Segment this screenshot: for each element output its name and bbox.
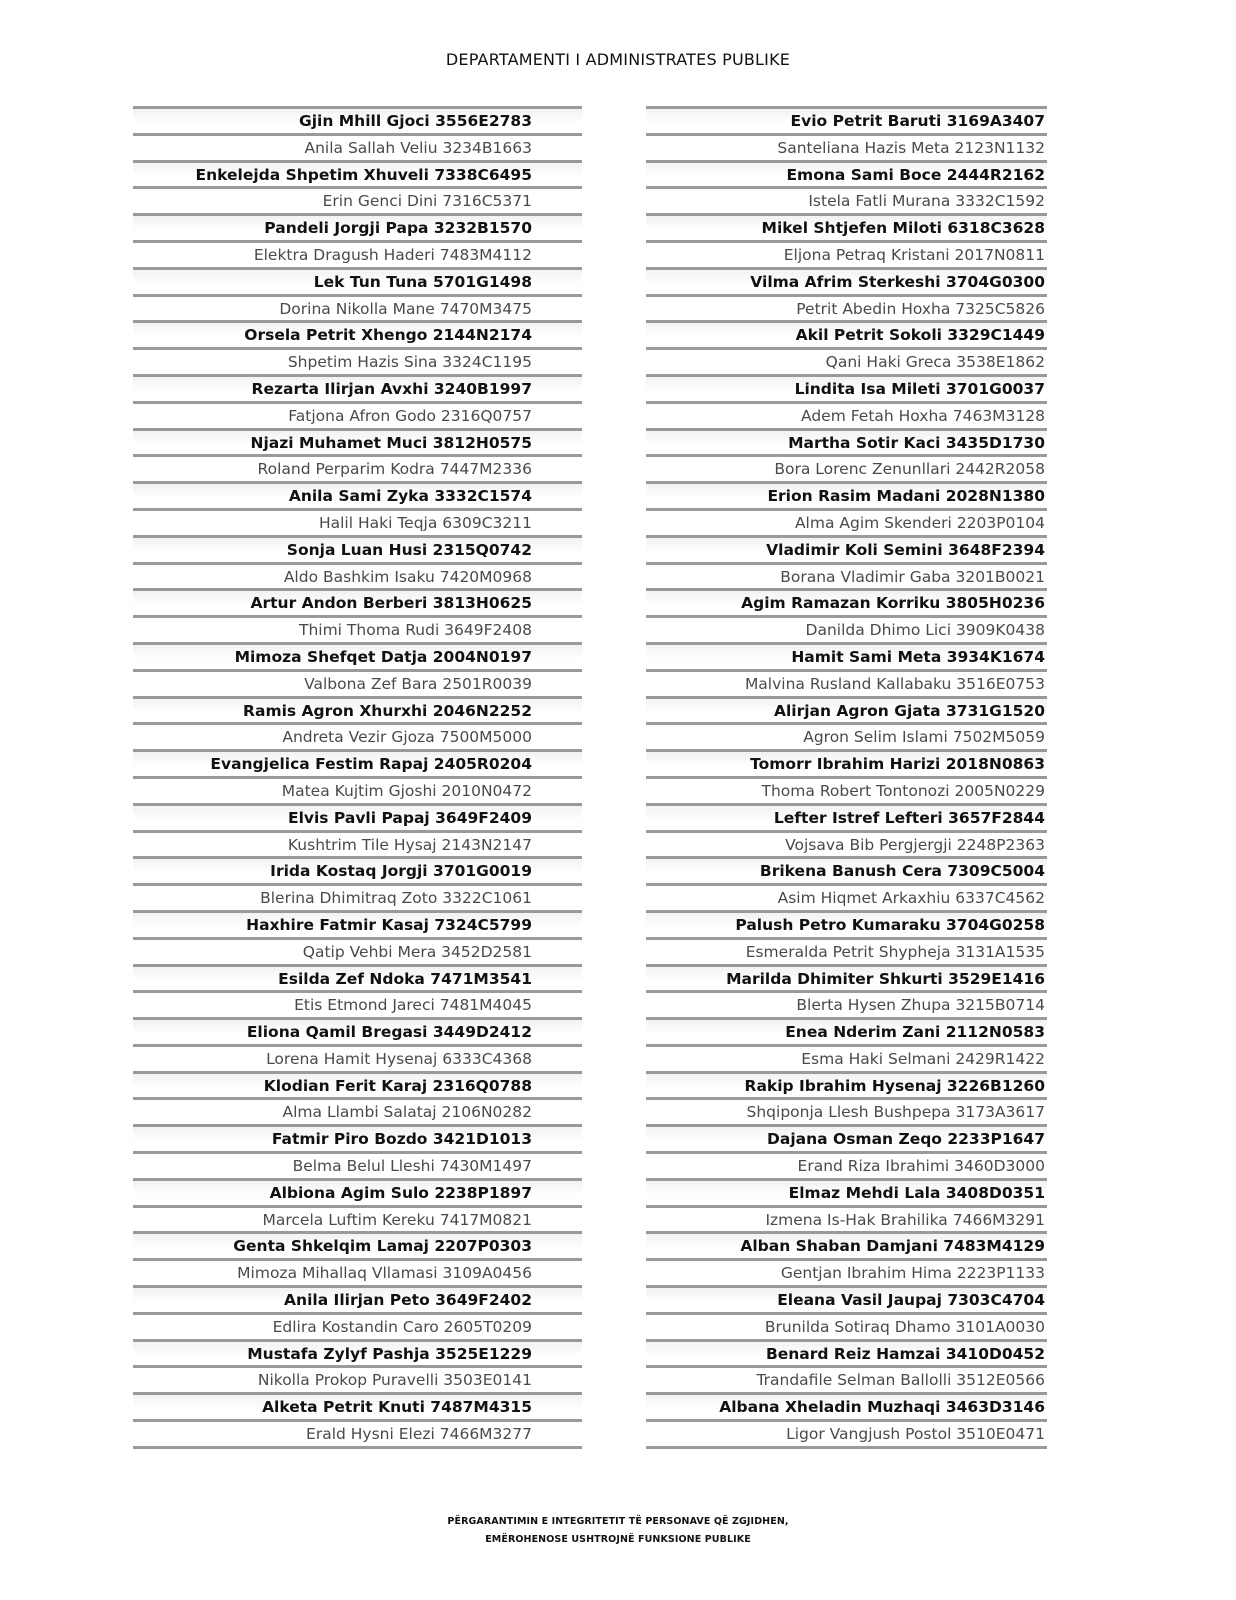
list-item: Rakip Ibrahim Hysenaj 3226B1260 [646,1071,1047,1098]
list-item: Albiona Agim Sulo 2238P1897 [133,1178,582,1205]
list-item: Marcela Luftim Kereku 7417M0821 [133,1205,582,1232]
list-item: Eljona Petraq Kristani 2017N0811 [646,240,1047,267]
list-item: Anila Sallah Veliu 3234B1663 [133,133,582,160]
list-item: Brunilda Sotiraq Dhamo 3101A0030 [646,1312,1047,1339]
list-item: Belma Belul Lleshi 7430M1497 [133,1151,582,1178]
list-item: Vojsava Bib Pergjergji 2248P2363 [646,830,1047,857]
list-item: Lek Tun Tuna 5701G1498 [133,267,582,294]
list-item: Shqiponja Llesh Bushpepa 3173A3617 [646,1097,1047,1124]
list-item: Danilda Dhimo Lici 3909K0438 [646,615,1047,642]
footer-line-1: PËRGARANTIMIN E INTEGRITETIT TË PERSONAVE QË ZGJIDHEN, [447,1516,789,1527]
list-item: Lefter Istref Lefteri 3657F2844 [646,803,1047,830]
list-item: Esmeralda Petrit Shypheja 3131A1535 [646,937,1047,964]
list-item: Lorena Hamit Hysenaj 6333C4368 [133,1044,582,1071]
list-item: Martha Sotir Kaci 3435D1730 [646,428,1047,455]
page-title: DEPARTAMENTI I ADMINISTRATES PUBLIKE [445,50,791,69]
list-item: Petrit Abedin Hoxha 7325C5826 [646,294,1047,321]
list-item: Izmena Is-Hak Brahilika 7466M3291 [646,1205,1047,1232]
list-item: Alban Shaban Damjani 7483M4129 [646,1231,1047,1258]
list-item: Trandafile Selman Ballolli 3512E0566 [646,1365,1047,1392]
list-item: Irida Kostaq Jorgji 3701G0019 [133,856,582,883]
list-item: Mimoza Mihallaq Vllamasi 3109A0456 [133,1258,582,1285]
list-item: Benard Reiz Hamzai 3410D0452 [646,1339,1047,1366]
list-item: Artur Andon Berberi 3813H0625 [133,588,582,615]
list-item: Elektra Dragush Haderi 7483M4112 [133,240,582,267]
list-item: Gjin Mhill Gjoci 3556E2783 [133,106,582,133]
list-item: Kushtrim Tile Hysaj 2143N2147 [133,830,582,857]
list-item: Anila Sami Zyka 3332C1574 [133,481,582,508]
footer [0,1513,1236,1549]
list-item: Asim Hiqmet Arkaxhiu 6337C4562 [646,883,1047,910]
list-item: Bora Lorenc Zenunllari 2442R2058 [646,454,1047,481]
list-item: Agron Selim Islami 7502M5059 [646,722,1047,749]
left-name-list [133,106,582,1449]
list-item: Mustafa Zylyf Pashja 3525E1229 [133,1339,582,1366]
list-item: Albana Xheladin Muzhaqi 3463D3146 [646,1392,1047,1419]
list-item: Rezarta Ilirjan Avxhi 3240B1997 [133,374,582,401]
list-item: Evangjelica Festim Rapaj 2405R0204 [133,749,582,776]
list-item: Mimoza Shefqet Datja 2004N0197 [133,642,582,669]
table-bottom-rule [646,1446,1047,1449]
list-item: Erin Genci Dini 7316C5371 [133,186,582,213]
list-item: Klodian Ferit Karaj 2316Q0788 [133,1071,582,1098]
list-item: Vladimir Koli Semini 3648F2394 [646,535,1047,562]
list-item: Marilda Dhimiter Shkurti 3529E1416 [646,964,1047,991]
list-item: Anila Ilirjan Peto 3649F2402 [133,1285,582,1312]
list-item: Hamit Sami Meta 3934K1674 [646,642,1047,669]
list-item: Dorina Nikolla Mane 7470M3475 [133,294,582,321]
list-item: Thoma Robert Tontonozi 2005N0229 [646,776,1047,803]
list-item: Agim Ramazan Korriku 3805H0236 [646,588,1047,615]
list-item: Istela Fatli Murana 3332C1592 [646,186,1047,213]
list-item: Enea Nderim Zani 2112N0583 [646,1017,1047,1044]
list-item: Shpetim Hazis Sina 3324C1195 [133,347,582,374]
list-item: Eliona Qamil Bregasi 3449D2412 [133,1017,582,1044]
list-item: Haxhire Fatmir Kasaj 7324C5799 [133,910,582,937]
list-item: Mikel Shtjefen Miloti 6318C3628 [646,213,1047,240]
list-item: Andreta Vezir Gjoza 7500M5000 [133,722,582,749]
list-item: Alma Agim Skenderi 2203P0104 [646,508,1047,535]
list-item: Valbona Zef Bara 2501R0039 [133,669,582,696]
list-item: Nikolla Prokop Puravelli 3503E0141 [133,1365,582,1392]
list-item: Matea Kujtim Gjoshi 2010N0472 [133,776,582,803]
list-item: Etis Etmond Jareci 7481M4045 [133,990,582,1017]
list-item: Brikena Banush Cera 7309C5004 [646,856,1047,883]
list-item: Fatjona Afron Godo 2316Q0757 [133,401,582,428]
list-item: Qani Haki Greca 3538E1862 [646,347,1047,374]
list-item: Alirjan Agron Gjata 3731G1520 [646,696,1047,723]
list-item: Fatmir Piro Bozdo 3421D1013 [133,1124,582,1151]
list-item: Edlira Kostandin Caro 2605T0209 [133,1312,582,1339]
list-item: Ligor Vangjush Postol 3510E0471 [646,1419,1047,1446]
list-item: Enkelejda Shpetim Xhuveli 7338C6495 [133,160,582,187]
list-item: Sonja Luan Husi 2315Q0742 [133,535,582,562]
footer-line-2: EMËROHENOSE USHTROJNË FUNKSIONE PUBLIKE [485,1534,751,1545]
list-item: Ramis Agron Xhurxhi 2046N2252 [133,696,582,723]
list-item: Eleana Vasil Jaupaj 7303C4704 [646,1285,1047,1312]
list-item: Blerina Dhimitraq Zoto 3322C1061 [133,883,582,910]
list-item: Roland Perparim Kodra 7447M2336 [133,454,582,481]
list-item: Dajana Osman Zeqo 2233P1647 [646,1124,1047,1151]
list-item: Blerta Hysen Zhupa 3215B0714 [646,990,1047,1017]
list-item: Halil Haki Teqja 6309C3211 [133,508,582,535]
list-item: Thimi Thoma Rudi 3649F2408 [133,615,582,642]
list-item: Gentjan Ibrahim Hima 2223P1133 [646,1258,1047,1285]
list-item: Emona Sami Boce 2444R2162 [646,160,1047,187]
list-item: Elmaz Mehdi Lala 3408D0351 [646,1178,1047,1205]
list-item: Santeliana Hazis Meta 2123N1132 [646,133,1047,160]
list-item: Vilma Afrim Sterkeshi 3704G0300 [646,267,1047,294]
list-item: Evio Petrit Baruti 3169A3407 [646,106,1047,133]
list-item: Elvis Pavli Papaj 3649F2409 [133,803,582,830]
list-item: Adem Fetah Hoxha 7463M3128 [646,401,1047,428]
list-item: Alketa Petrit Knuti 7487M4315 [133,1392,582,1419]
list-item: Genta Shkelqim Lamaj 2207P0303 [133,1231,582,1258]
list-item: Alma Llambi Salataj 2106N0282 [133,1097,582,1124]
list-item: Esilda Zef Ndoka 7471M3541 [133,964,582,991]
list-item: Erion Rasim Madani 2028N1380 [646,481,1047,508]
list-item: Njazi Muhamet Muci 3812H0575 [133,428,582,455]
list-item: Esma Haki Selmani 2429R1422 [646,1044,1047,1071]
list-item: Akil Petrit Sokoli 3329C1449 [646,320,1047,347]
list-item: Erand Riza Ibrahimi 3460D3000 [646,1151,1047,1178]
list-item: Aldo Bashkim Isaku 7420M0968 [133,562,582,589]
table-bottom-rule [133,1446,582,1449]
list-item: Palush Petro Kumaraku 3704G0258 [646,910,1047,937]
list-item: Malvina Rusland Kallabaku 3516E0753 [646,669,1047,696]
right-name-list [646,106,1047,1449]
list-item: Erald Hysni Elezi 7466M3277 [133,1419,582,1446]
list-item: Lindita Isa Mileti 3701G0037 [646,374,1047,401]
list-item: Tomorr Ibrahim Harizi 2018N0863 [646,749,1047,776]
list-item: Borana Vladimir Gaba 3201B0021 [646,562,1047,589]
list-item: Qatip Vehbi Mera 3452D2581 [133,937,582,964]
list-item: Pandeli Jorgji Papa 3232B1570 [133,213,582,240]
list-item: Orsela Petrit Xhengo 2144N2174 [133,320,582,347]
